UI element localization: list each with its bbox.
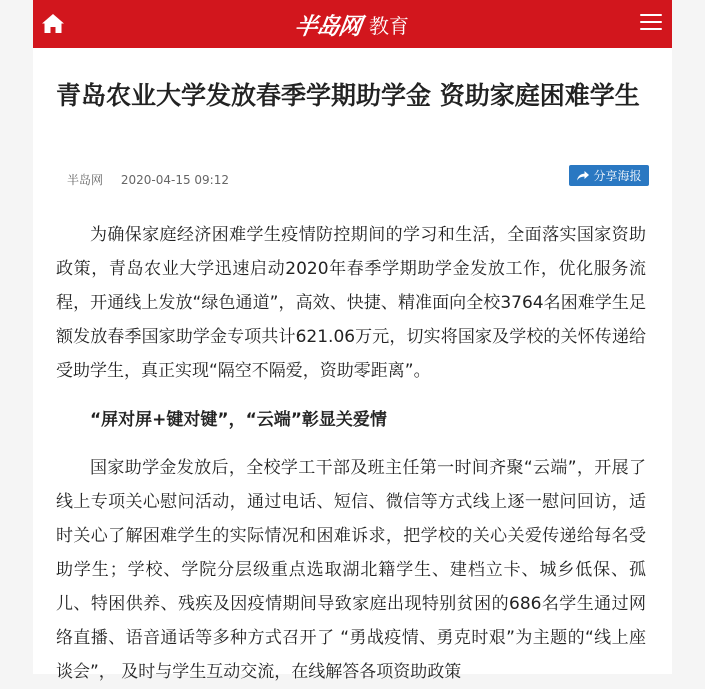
article-paragraph: 为确保家庭经济困难学生疫情防控期间的学习和生活，全面落实国家资助政策，青岛农业大学迅速启动2020年春季学期助学金发放工作，优化服务流程，开通线上发放“绿色通道”，高效、快捷、精准面向全校3764名困难学生足额发放春季国家助学金专项共计621.06万元，切实将国家及学校的关怀传递给受助学生，真正实现“隔空不隔爱，资助零距离”。 xyxy=(56,225,646,381)
article-page xyxy=(33,48,672,682)
share-poster-button[interactable] xyxy=(569,165,649,186)
home-icon xyxy=(39,10,67,38)
article-title: 青岛农业大学发放春季学期助学金 资助家庭困难学生 xyxy=(56,81,640,110)
article-source: 半岛网 xyxy=(67,173,104,187)
hamburger-menu-icon xyxy=(640,14,662,30)
article-time: 2020-04-15 09:12 xyxy=(120,173,229,187)
article-meta xyxy=(67,171,229,188)
share-poster-label: 分享海报 xyxy=(593,169,642,183)
menu-button[interactable] xyxy=(640,14,662,32)
brand[interactable] xyxy=(292,5,409,43)
article-body xyxy=(56,218,646,689)
home-button[interactable] xyxy=(39,10,67,38)
section-title: 教育 xyxy=(369,13,409,38)
share-icon xyxy=(576,170,590,182)
article-subheading: “屏对屏+键对键”，“云端”彰显关爱情 xyxy=(90,410,387,430)
site-logo[interactable]: 半岛网 xyxy=(292,12,363,40)
article-paragraph: 国家助学金发放后，全校学工干部及班主任第一时间齐聚“云端”，开展了线上专项关心慰问活动，通过电话、短信、微信等方式线上逐一慰问回访，适时关心了解困难学生的实际情况和困难诉求，把学校的关心关爱传递给每名受助学生；学校、学院分层级重点选取湖北籍学生、建档立卡、城乡低保、孤儿、特困供养、残疾及因疫情期间导致家庭出现特别贫困的686名学生通过网络直播、语音通话等多种方式召开了 “勇战疫情、勇克时艰”为主题的“线上座谈会”， 及时与学生互动交流，在线解答各项资助政策 xyxy=(56,458,646,682)
top-navigation-bar xyxy=(33,0,672,48)
